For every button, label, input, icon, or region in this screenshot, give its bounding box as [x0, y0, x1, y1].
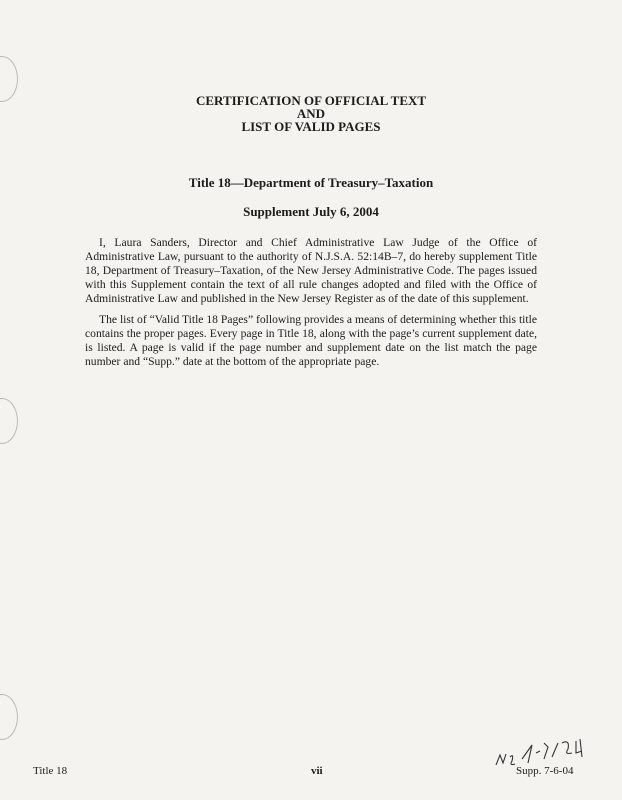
title-subject: Title 18—Department of Treasury–Taxation — [188, 175, 434, 190]
supplement-date: Supplement July 6, 2004 — [243, 204, 379, 219]
footer-title: Title 18 — [33, 765, 68, 777]
supplement-stamp: Supp. 7-6-04 — [516, 765, 574, 777]
page-number: vii — [311, 765, 323, 777]
title-line: LIST OF VALID PAGES — [241, 119, 381, 134]
title-line: CERTIFICATION OF OFFICIAL TEXT — [195, 93, 427, 108]
certification-paragraph: I, Laura Sanders, Director and Chief Administrative Law Judge of the Office of Administrative Law, pursuant to the authority of N.J.S.A. 52:14B–7, do hereby supplement Title 18, Department of Treasury–Taxation, of the New Jersey Administrative Code. The pages issued with this Supplement contain the text of all rule changes adopted and filed with the Office of Administrative Law and published in the New Jersey Register as of the date of this supplement. — [85, 236, 537, 305]
title-line: AND — [296, 106, 326, 121]
punch-hole — [0, 694, 18, 740]
certification-title — [0, 94, 622, 133]
punch-hole — [0, 398, 18, 444]
validity-paragraph: The list of “Valid Title 18 Pages” following provides a means of determining whether this title contains the proper pages. Every page in Title 18, along with the page’s current supplement date, is listed. A page is valid if the page number and supplement date on the list match the page number and “Supp.” date at the bottom of the appropriate page. — [85, 313, 537, 368]
